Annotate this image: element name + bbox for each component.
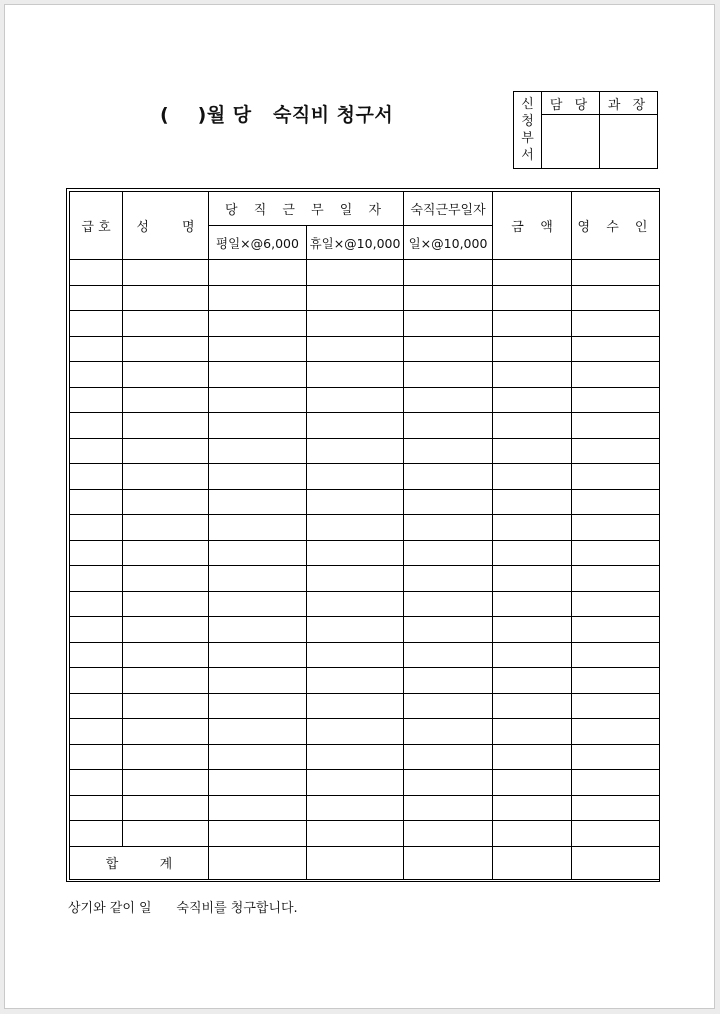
table-cell[interactable] <box>404 617 493 643</box>
table-cell[interactable] <box>70 515 123 541</box>
table-cell[interactable] <box>70 693 123 719</box>
table-cell[interactable] <box>572 540 660 566</box>
table-cell[interactable] <box>70 489 123 515</box>
table-cell[interactable] <box>493 285 572 311</box>
table-cell[interactable] <box>572 668 660 694</box>
table-cell[interactable] <box>404 540 493 566</box>
table-cell[interactable] <box>493 770 572 796</box>
table-cell[interactable] <box>209 770 307 796</box>
table-cell[interactable] <box>572 413 660 439</box>
table-cell[interactable] <box>572 591 660 617</box>
table-cell[interactable] <box>70 285 123 311</box>
header-weekday-rate: 평일×@6,000 <box>209 226 307 260</box>
table-cell[interactable] <box>70 821 123 847</box>
table-cell[interactable] <box>404 438 493 464</box>
table-cell[interactable] <box>70 387 123 413</box>
table-cell[interactable] <box>493 566 572 592</box>
table-row <box>70 464 660 490</box>
table-cell[interactable] <box>307 260 404 286</box>
table-cell[interactable] <box>209 821 307 847</box>
table-cell[interactable] <box>572 770 660 796</box>
header-name: 성 명 <box>123 192 209 260</box>
table-cell[interactable] <box>209 617 307 643</box>
table-cell[interactable] <box>493 387 572 413</box>
table-cell[interactable] <box>307 591 404 617</box>
table-cell[interactable] <box>493 540 572 566</box>
table-cell[interactable] <box>572 821 660 847</box>
table-cell[interactable] <box>572 642 660 668</box>
table-cell[interactable] <box>572 387 660 413</box>
table-cell[interactable] <box>493 260 572 286</box>
table-cell[interactable] <box>209 464 307 490</box>
table-cell[interactable] <box>123 464 209 490</box>
table-cell[interactable] <box>307 693 404 719</box>
table-cell[interactable] <box>572 515 660 541</box>
table-row <box>70 489 660 515</box>
table-row <box>70 693 660 719</box>
table-cell[interactable] <box>307 744 404 770</box>
table-cell[interactable] <box>70 617 123 643</box>
table-row <box>70 719 660 745</box>
table-cell[interactable] <box>70 413 123 439</box>
table-cell[interactable] <box>70 566 123 592</box>
table-cell[interactable] <box>70 744 123 770</box>
table-cell[interactable] <box>572 744 660 770</box>
table-cell[interactable] <box>572 362 660 388</box>
table-cell[interactable] <box>70 260 123 286</box>
table-row <box>70 362 660 388</box>
table-cell[interactable] <box>572 489 660 515</box>
table-cell[interactable] <box>307 540 404 566</box>
table-cell[interactable] <box>307 642 404 668</box>
table-cell[interactable] <box>123 744 209 770</box>
table-cell[interactable] <box>493 438 572 464</box>
approval-vertical-char: 청 <box>521 114 534 129</box>
table-cell[interactable] <box>307 285 404 311</box>
table-cell[interactable] <box>307 617 404 643</box>
table-cell[interactable] <box>123 693 209 719</box>
table-cell[interactable] <box>493 617 572 643</box>
table-row <box>70 566 660 592</box>
table-cell[interactable] <box>572 285 660 311</box>
table-cell[interactable] <box>493 362 572 388</box>
table-cell[interactable] <box>493 336 572 362</box>
table-cell[interactable] <box>209 540 307 566</box>
table-cell[interactable] <box>307 566 404 592</box>
table-cell[interactable] <box>404 464 493 490</box>
table-cell[interactable] <box>307 336 404 362</box>
total-label: 합 계 <box>70 846 209 879</box>
table-cell[interactable] <box>493 719 572 745</box>
table-cell[interactable] <box>209 387 307 413</box>
table-cell[interactable] <box>307 413 404 439</box>
table-cell[interactable] <box>209 591 307 617</box>
document-page <box>4 4 715 1009</box>
table-cell[interactable] <box>209 362 307 388</box>
total-row <box>70 846 660 879</box>
table-cell[interactable] <box>123 515 209 541</box>
table-cell[interactable] <box>209 489 307 515</box>
table-row <box>70 260 660 286</box>
table-cell[interactable] <box>307 821 404 847</box>
table-cell[interactable] <box>70 795 123 821</box>
table-cell[interactable] <box>404 387 493 413</box>
table-cell[interactable] <box>70 642 123 668</box>
table-cell[interactable] <box>572 719 660 745</box>
table-cell[interactable] <box>209 642 307 668</box>
table-row <box>70 540 660 566</box>
table-cell[interactable] <box>307 770 404 796</box>
approval-box <box>513 91 658 169</box>
table-cell[interactable] <box>70 770 123 796</box>
table-cell[interactable] <box>209 744 307 770</box>
table-cell[interactable] <box>572 438 660 464</box>
table-cell[interactable] <box>572 464 660 490</box>
table-row <box>70 795 660 821</box>
table-cell[interactable] <box>404 566 493 592</box>
applicant-dept-label <box>514 92 542 169</box>
table-cell[interactable] <box>493 744 572 770</box>
table-cell[interactable] <box>70 464 123 490</box>
table-cell[interactable] <box>123 668 209 694</box>
table-cell[interactable] <box>123 311 209 337</box>
header-holiday-rate: 휴일×@10,000 <box>307 226 404 260</box>
claim-statement: 상기와 같이 일 숙직비를 청구합니다. <box>68 901 298 916</box>
table-cell[interactable] <box>572 260 660 286</box>
table-cell[interactable] <box>493 591 572 617</box>
table-cell[interactable] <box>404 336 493 362</box>
table-cell[interactable] <box>307 795 404 821</box>
table-cell[interactable] <box>209 693 307 719</box>
table-cell[interactable] <box>307 362 404 388</box>
total-cell[interactable] <box>493 846 572 879</box>
approval-sign-manager[interactable] <box>600 115 658 169</box>
table-cell[interactable] <box>404 795 493 821</box>
total-cell[interactable] <box>572 846 660 879</box>
table-row <box>70 311 660 337</box>
approval-sign-staff[interactable] <box>542 115 600 169</box>
table-cell[interactable] <box>572 795 660 821</box>
table-cell[interactable] <box>209 438 307 464</box>
table-cell[interactable] <box>123 387 209 413</box>
table-cell[interactable] <box>493 642 572 668</box>
table-cell[interactable] <box>123 642 209 668</box>
table-cell[interactable] <box>404 285 493 311</box>
approval-vertical-char: 신 <box>521 97 534 112</box>
table-row <box>70 617 660 643</box>
table-cell[interactable] <box>572 566 660 592</box>
table-cell[interactable] <box>209 260 307 286</box>
header-signature: 영 수 인 <box>572 192 660 260</box>
total-cell[interactable] <box>404 846 493 879</box>
table-cell[interactable] <box>70 438 123 464</box>
table-cell[interactable] <box>404 311 493 337</box>
table-cell[interactable] <box>70 668 123 694</box>
table-row <box>70 438 660 464</box>
table-cell[interactable] <box>404 260 493 286</box>
claim-table <box>69 191 660 880</box>
table-row <box>70 515 660 541</box>
table-cell[interactable] <box>123 591 209 617</box>
table-cell[interactable] <box>404 515 493 541</box>
table-cell[interactable] <box>209 413 307 439</box>
table-cell[interactable] <box>404 821 493 847</box>
header-amount: 금 액 <box>493 192 572 260</box>
table-cell[interactable] <box>493 821 572 847</box>
table-row <box>70 413 660 439</box>
table-cell[interactable] <box>123 413 209 439</box>
table-row <box>70 821 660 847</box>
table-cell[interactable] <box>70 311 123 337</box>
page-title: ( )월 당 숙직비 청구서 <box>160 104 394 126</box>
table-cell[interactable] <box>209 515 307 541</box>
table-cell[interactable] <box>404 489 493 515</box>
table-cell[interactable] <box>209 795 307 821</box>
table-cell[interactable] <box>123 336 209 362</box>
table-cell[interactable] <box>123 540 209 566</box>
table-cell[interactable] <box>307 387 404 413</box>
table-cell[interactable] <box>493 311 572 337</box>
table-cell[interactable] <box>307 311 404 337</box>
table-cell[interactable] <box>493 515 572 541</box>
table-cell[interactable] <box>307 464 404 490</box>
table-cell[interactable] <box>404 668 493 694</box>
table-cell[interactable] <box>123 362 209 388</box>
table-row <box>70 591 660 617</box>
table-cell[interactable] <box>209 566 307 592</box>
table-row <box>70 336 660 362</box>
table-cell[interactable] <box>307 668 404 694</box>
table-cell[interactable] <box>123 260 209 286</box>
table-cell[interactable] <box>123 566 209 592</box>
table-cell[interactable] <box>493 693 572 719</box>
table-cell[interactable] <box>404 693 493 719</box>
table-cell[interactable] <box>123 719 209 745</box>
table-cell[interactable] <box>493 795 572 821</box>
table-row <box>70 770 660 796</box>
table-cell[interactable] <box>404 719 493 745</box>
table-cell[interactable] <box>123 285 209 311</box>
table-row <box>70 387 660 413</box>
table-cell[interactable] <box>307 515 404 541</box>
table-cell[interactable] <box>209 336 307 362</box>
table-cell[interactable] <box>209 311 307 337</box>
table-cell[interactable] <box>404 642 493 668</box>
header-duty-days: 당 직 근 무 일 자 <box>209 192 404 226</box>
table-cell[interactable] <box>493 489 572 515</box>
table-row <box>70 744 660 770</box>
table-row <box>70 642 660 668</box>
table-cell[interactable] <box>404 591 493 617</box>
total-cell[interactable] <box>209 846 307 879</box>
header-grade: 급 호 <box>70 192 123 260</box>
table-cell[interactable] <box>123 489 209 515</box>
table-cell[interactable] <box>493 464 572 490</box>
table-cell[interactable] <box>404 413 493 439</box>
table-cell[interactable] <box>572 693 660 719</box>
table-cell[interactable] <box>209 668 307 694</box>
table-cell[interactable] <box>123 770 209 796</box>
approval-vertical-char: 부 <box>521 131 534 146</box>
claim-table-frame <box>66 188 660 882</box>
approval-header-staff: 담 당 <box>542 92 600 115</box>
table-cell[interactable] <box>307 489 404 515</box>
table-cell[interactable] <box>493 413 572 439</box>
table-cell[interactable] <box>70 719 123 745</box>
table-cell[interactable] <box>70 591 123 617</box>
table-cell[interactable] <box>70 336 123 362</box>
table-cell[interactable] <box>493 668 572 694</box>
header-night-rate: 일×@10,000 <box>404 226 493 260</box>
table-cell[interactable] <box>404 770 493 796</box>
table-cell[interactable] <box>307 719 404 745</box>
table-cell[interactable] <box>572 311 660 337</box>
table-cell[interactable] <box>307 438 404 464</box>
table-cell[interactable] <box>209 719 307 745</box>
table-cell[interactable] <box>404 362 493 388</box>
table-cell[interactable] <box>70 540 123 566</box>
approval-vertical-char: 서 <box>521 148 534 163</box>
table-row <box>70 668 660 694</box>
table-cell[interactable] <box>123 795 209 821</box>
table-cell[interactable] <box>123 438 209 464</box>
table-cell[interactable] <box>404 744 493 770</box>
table-cell[interactable] <box>123 821 209 847</box>
header-night-duty-days: 숙직근무일자 <box>404 192 493 226</box>
table-cell[interactable] <box>123 617 209 643</box>
table-cell[interactable] <box>209 285 307 311</box>
table-cell[interactable] <box>70 362 123 388</box>
table-cell[interactable] <box>572 617 660 643</box>
approval-header-manager: 과 장 <box>600 92 658 115</box>
table-cell[interactable] <box>572 336 660 362</box>
table-row <box>70 285 660 311</box>
total-cell[interactable] <box>307 846 404 879</box>
